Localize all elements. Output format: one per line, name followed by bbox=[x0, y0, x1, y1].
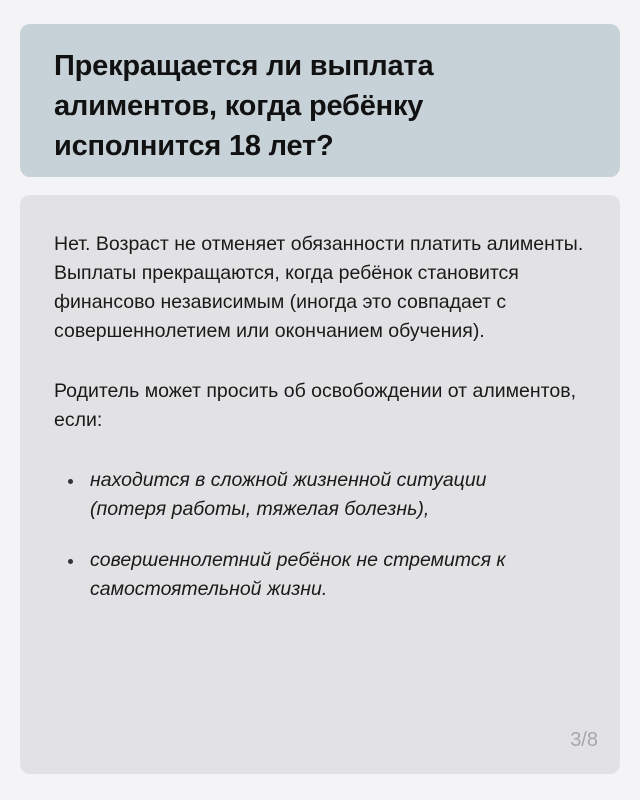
answer-paragraph-1: Нет. Возраст не отменяет обязанности платить алименты. Выплаты прекращаются, когда ребёнок становится финансово независимым (иногда это совпадает с совершеннолетием или окончанием обучения). bbox=[54, 233, 584, 342]
conditions-list bbox=[54, 466, 586, 604]
bullet-dot-icon bbox=[68, 479, 73, 484]
answer-paragraph-2: Родитель может просить об освобождении от алиментов, если: bbox=[54, 380, 577, 431]
bullet-dot-icon bbox=[68, 559, 73, 564]
question-title: Прекращается ли выплата алиментов, когда ребёнку исполнится 18 лет? bbox=[54, 50, 434, 162]
page-counter: 3/8 bbox=[570, 729, 598, 751]
list-item-text: находится в сложной жизненной ситуации (потеря работы, тяжелая болезнь), bbox=[90, 469, 487, 520]
list-item bbox=[54, 466, 520, 524]
question-card bbox=[20, 24, 620, 177]
list-item-text: совершеннолетний ребёнок не стремится к самостоятельной жизни. bbox=[90, 549, 506, 600]
answer-card bbox=[20, 195, 620, 774]
list-item bbox=[54, 546, 520, 604]
